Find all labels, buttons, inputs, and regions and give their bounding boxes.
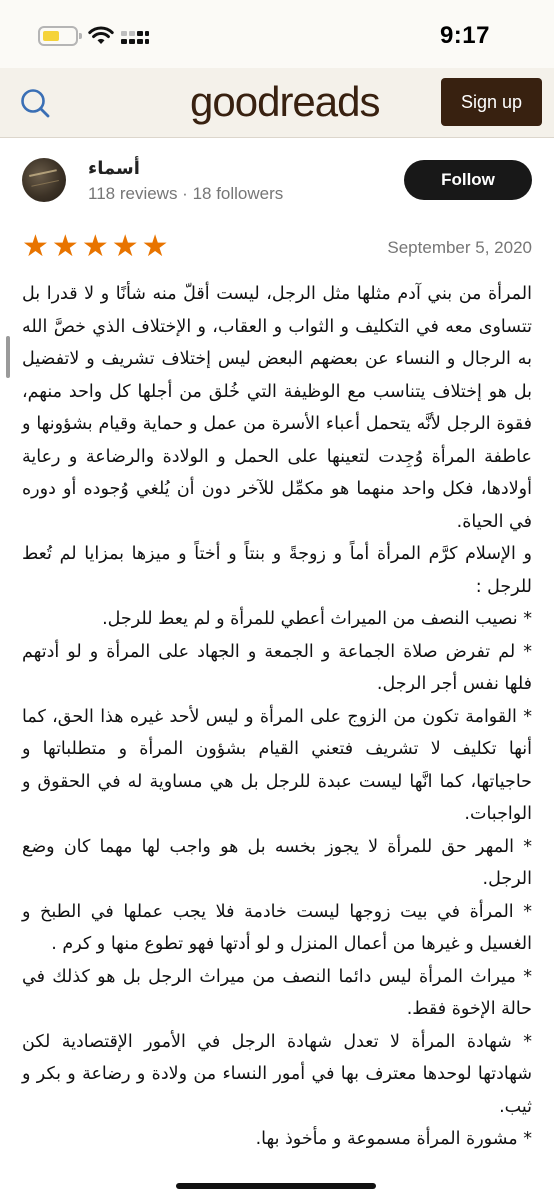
review-paragraph: * مشورة المرأة مسموعة و مأخوذ بها. — [255, 1129, 532, 1149]
review-paragraph: و الإسلام كرَّم المرأة أماً و زوجةً و بنتاً و أختاً و ميزها بمزايا لم تُعط للرجل : — [22, 544, 532, 597]
goodreads-logo[interactable] — [190, 78, 380, 126]
review-paragraph: * المهر حق للمرأة لا يجوز بخسه بل هو واجب لها مهما كان وضع الرجل. — [22, 836, 532, 889]
review-paragraph: * شهادة المرأة لا تعدل شهادة الرجل في الأمور الإقتصادية لكن شهادتها لوحدها معترف بها في أمور النساء من ولادة و رضاعة و بكر و ثيب. — [22, 1031, 532, 1117]
star-icon: ★ — [81, 230, 109, 263]
logo-good: good — [190, 78, 280, 125]
review-paragraph: * ميراث المرأة ليس دائما النصف من ميراث الرجل بل هو كذلك في حالة الإخوة فقط. — [22, 966, 532, 1019]
battery-icon — [38, 26, 78, 46]
star-icon: ★ — [51, 230, 79, 263]
search-icon[interactable] — [18, 86, 52, 120]
site-header — [0, 68, 554, 138]
reviewer-name[interactable]: أسماء — [88, 158, 140, 178]
review-paragraph: * المرأة في بيت زوجها ليست خادمة فلا يجب عملها في الطبخ و الغسيل و غيرها من أعمال المنزل و لو أدتها فهو تطوع منها و كرم . — [22, 901, 532, 954]
review-date[interactable]: September 5, 2020 — [387, 238, 532, 257]
reviews-count[interactable]: 118 reviews — [88, 184, 178, 203]
cellular-signal-icon — [120, 28, 150, 46]
review-paragraph: * نصيب النصف من الميراث أعطي للمرأة و لم يعط للرجل. — [102, 609, 532, 629]
logo-reads: reads — [279, 78, 380, 125]
star-icon: ★ — [141, 230, 169, 263]
battery-level-fill — [43, 31, 59, 41]
home-indicator[interactable] — [176, 1183, 376, 1189]
star-icon: ★ — [111, 230, 139, 263]
review-paragraph: المرأة من بني آدم مثلها مثل الرجل، ليست أقلّ منه شأنًا و لا قدرا بل تتساوى معه في التكليف و الثواب و العقاب، و الإختلاف الذي خصَّ الله به الرجال و النساء عن بعضهم البعض ليس إختلاف تشريف و لاتفضيل بل هو إختلاف يتناسب مع الوظيفة التي خُلق من أجلها كل واحد منهم، فقوة الرجل لأنَّه يتحمل أعباء الأسرة من عمل و حماية وقيام بشؤونها و عاطفة المرأة وُجِدت لتعينها على الحمل و الولادة والرضاعة و رعاية أولادها، فكل واحد منهما هو مكمِّل للآخر دون أن يُلغي وُجوده أو دوره في الحياة. — [22, 284, 532, 532]
review-paragraph: * القوامة تكون من الزوج على المرأة و ليس لأحد غيره هذا الحق، كما أنها تكليف لا تشريف فتعني القيام بشؤون المرأة و متطلباتها و حاجياتها، كما انَّها ليست عبدة للرجل بل هي مساوية له في الحقوق و الواجبات. — [22, 706, 532, 824]
reviewer-stats — [88, 184, 283, 204]
star-rating — [22, 231, 169, 263]
status-time: 9:17 — [439, 22, 490, 49]
scroll-indicator[interactable] — [6, 336, 10, 378]
followers-count[interactable]: 18 followers — [192, 184, 284, 203]
sign-up-button[interactable]: Sign up — [441, 78, 542, 126]
stats-separator: · — [177, 184, 193, 203]
wifi-icon — [88, 26, 114, 46]
star-icon: ★ — [22, 230, 49, 263]
status-bar — [0, 0, 554, 68]
review-paragraph: * لم تفرض صلاة الجماعة و الجمعة و الجهاد على المرأة و لو أدتهم فلها نفس أجر الرجل. — [22, 641, 532, 694]
review-text — [22, 278, 532, 1156]
avatar[interactable] — [22, 158, 66, 202]
follow-button[interactable]: Follow — [404, 160, 532, 200]
